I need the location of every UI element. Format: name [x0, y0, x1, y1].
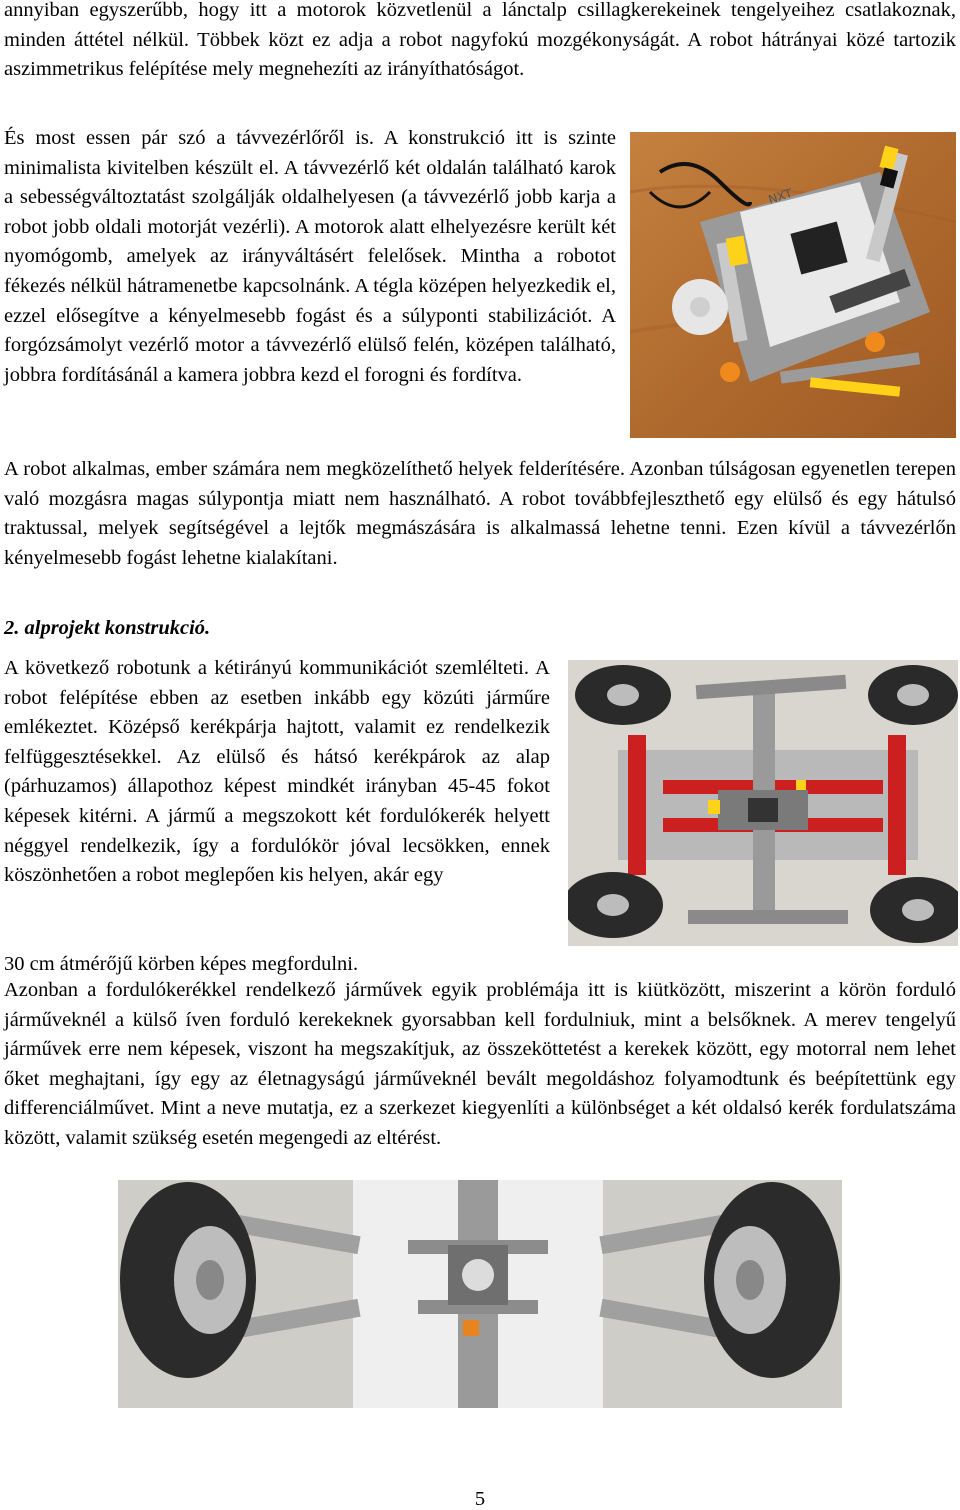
paragraph-differential: Azonban a fordulókerékkel rendelkező járművek egyik problémája itt is kiütközött, miszerint a körön forduló járműveknél a külső íven forduló kerekeknek gyorsabban kell fordulniuk, mint a belsőknek. A merev tengelyű járművek erre nem képesek, viszont ha megszakítjuk, az összeköttetést a kerekek között, egy motorral nem lehet őket meghajtani, így egy az életnagyságú járműveknél bevált megoldáshoz folyamodtunk és beépítettünk egy differenciálművet. Mint a neve mutatja, ez a szerkezet kiegyenlíti a különbséget a két oldalsó kerék fordulatszáma között, valamit szükség esetén megengedi az eltérést. [4, 979, 956, 1149]
differential-illustration [118, 1180, 842, 1408]
paragraph-robot-evaluation: A robot alkalmas, ember számára nem megközelíthető helyek felderítésére. Azonban túlságosan egyenetlen terepen való mozgásra magas súlypontja miatt nem használható. A robot továbbfejleszthető egy elülső és egy hátulsó traktussal, melyek segítségével a lejtők megmászására is alkalmassá lehetne tenni. Ezen kívül a távvezérlőn kényelmesebb fogást lehetne kialakítani. [4, 458, 956, 569]
remote-control-illustration [630, 132, 956, 438]
paragraph-tracked-robot-end: annyiban egyszerűbb, hogy itt a motorok közvetlenül a lánctalp csillagkerekeinek tengelyeihez csatlakoznak, minden áttétel nélkül. Többek közt ez adja a robot nagyfokú mozgékonyságát. A robot hátrányai közé tartozik aszimmetrikus felépítése mely megnehezíti az irányíthatóságot. [4, 0, 956, 81]
car-robot-top-illustration [568, 660, 958, 946]
car-robot-top-photo [568, 660, 958, 946]
section-heading: 2. alprojekt konstrukció. [4, 617, 211, 639]
paragraph-second-robot: A következő robotunk a kétirányú kommunikációt szemlélteti. A robot felépítése ebben az esetben inkább egy közúti járműre emlékeztet. Középső kerékpárja hajtott, valamit ez rendelkezik felfüggesztésekkel. Az elülső és hátsó kerékpárok az alap (párhuzamos) állapothoz képest mindkét irányban 45-45 fokot képesek kitérni. A jármű a megszokott két fordulókerék helyett néggyel rendelkezik, így a fordulókör jóval lecsökken, ennek köszönhetően a robot meglepően kis helyen, akár egy [4, 657, 550, 887]
paragraph-remote-control: És most essen pár szó a távvezérlőről is. A konstrukció itt is szinte minimalista kivitelben készült el. A távvezérlő két oldalán található karok a sebességváltoztatást szolgálják oldalhelyesen (a távvezérlő jobb karja a robot jobb oldali motorját vezérli). A motorok alatt elhelyezésre került két nyomógomb, amelyek az irányváltásért felelősek. Mintha a robotot fékezés nélkül hátramenetbe kapcsolnánk. A tégla középen helyezkedik el, ezzel elősegítve a kényelmesebb fogást és a súlyponti stabilizációt. A forgózsámolyt vezérlő motor a távvezérlő elülső felén, középen található, jobbra fordításánál a kamera jobbra kezd el forogni és fordítva. [4, 127, 616, 386]
paragraph-second-robot-end: 30 cm átmérőjű körben képes megfordulni. [4, 953, 359, 975]
remote-control-photo [630, 132, 956, 438]
car-robot-differential-photo [118, 1180, 842, 1408]
page-number: 5 [474, 1488, 486, 1510]
brick-label: NXT [766, 186, 795, 207]
